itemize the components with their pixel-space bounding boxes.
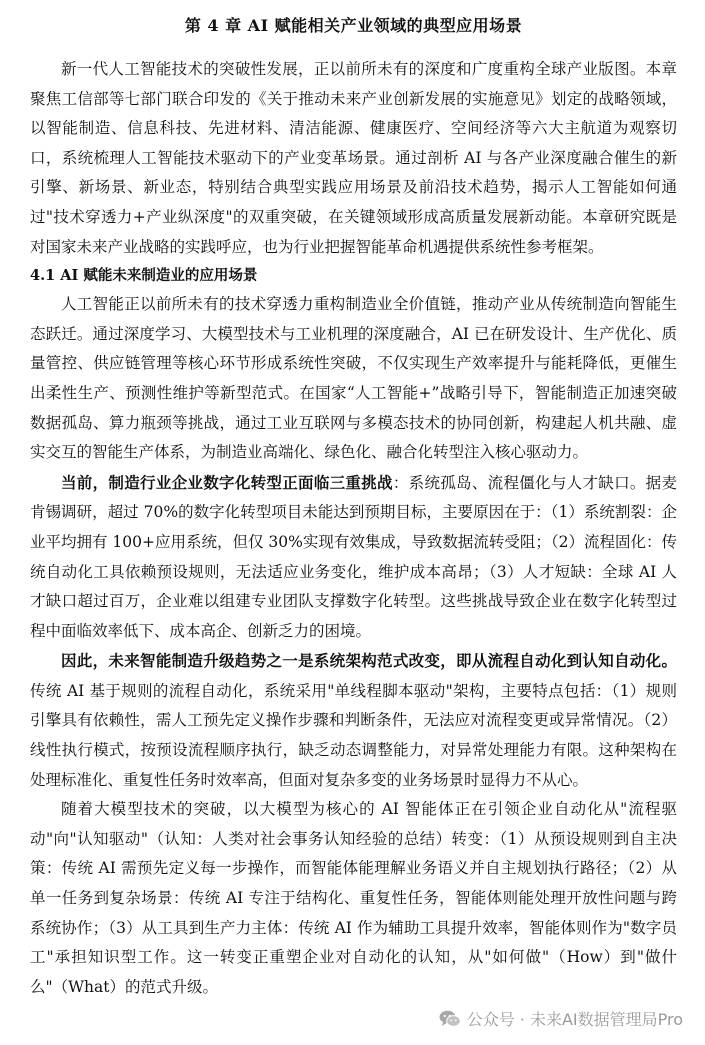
section-heading-4-1: 4.1 AI 赋能未来制造业的应用场景 xyxy=(30,267,258,285)
watermark xyxy=(439,1007,683,1030)
paragraph-lead-bold: 因此，未来智能制造升级趋势之一是系统架构范式改变，即从流程自动化到认知自动化。 xyxy=(61,651,677,671)
section-paragraph-2 xyxy=(30,468,677,647)
watermark-text: 公众号 · 未来AI数据管理局Pro xyxy=(466,1010,683,1029)
paragraph-lead-bold: 当前，制造行业企业数字化转型正面临三重挑战 xyxy=(61,472,393,492)
wechat-icon xyxy=(439,1010,461,1028)
section-paragraph-1: 人工智能正以前所未有的技术穿透力重构制造业全价值链，推动产业从传统制造向智能生态跃迁。通过深度学习、大模型技术与工业机理的深度融合，AI 已在研发设计、生产优化、质量管控、供应链管理等核心环节形成系统性突破，不仅实现生产效率提升与能耗降低，更催生出柔性生产、预测性维护等新型范式。在国家“人工智能+”战略引导下，智能制造正加速突破数据孤岛、算力瓶颈等挑战，通过工业互联网与多模态技术的协同创新，构建起人机共融、虚实交互的智能生产体系，为制造业高端化、绿色化、融合化转型注入核心驱动力。 xyxy=(30,295,677,462)
paragraph-body: ：系统孤岛、流程僵化与人才缺口。据麦肯锡调研，超过 70%的数字化转型项目未能达到预期目标，主要原因在于：（1）系统割裂：企业平均拥有 100+应用系统，但仅 30%实现有效集成，导致数据流转受阻；（2）流程固化：传统自动化工具依赖预设规则，无法适应业务变化，维护成本高昂；（3）人才短缺：全球 AI 人才缺口超过百万，企业难以组建专业团队支撑数字化转型。这些挑战导致企业在数字化转型过程中面临效率低下、成本高企、创新乏力的困境。 xyxy=(30,473,677,640)
intro-paragraph: 新一代人工智能技术的突破性发展，正以前所未有的深度和广度重构全球产业版图。本章聚焦工信部等七部门联合印发的《关于推动未来产业创新发展的实施意见》划定的战略领域，以智能制造、信息科技、先进材料、清洁能源、健康医疗、空间经济等六大主航道为观察切口，系统梳理人工智能技术驱动下的产业变革场景。通过剖析 AI 与各产业深度融合催生的新引擎、新场景、新业态，特别结合典型实践应用场景及前沿技术趋势，揭示人工智能如何通过"技术穿透力+产业纵深度"的双重突破，在关键领域形成高质量发展新动能。本章研究既是对国家未来产业战略的实践呼应，也为行业把握智能革命机遇提供系统性参考框架。 xyxy=(30,60,677,256)
paragraph-body: 传统 AI 基于规则的流程自动化，系统采用"单线程脚本驱动"架构，主要特点包括：（1）规则引擎具有依赖性，需人工预先定义操作步骤和判断条件，无法应对流程变更或异常情况。（2）线性执行模式，按预设流程顺序执行，缺乏动态调整能力，对异常处理能力有限。这种架构在处理标准化、重复性任务时效率高，但面对复杂多变的业务场景时显得力不从心。 xyxy=(30,681,677,789)
section-paragraph-4: 随着大模型技术的突破，以大模型为核心的 AI 智能体正在引领企业自动化从"流程驱动"向"认知驱动"（认知：人类对社会事务认知经验的总结）转变：（1）从预设规则到自主决策：传统 AI 需预先定义每一步操作，而智能体能理解业务语义并自主规划执行路径；（2）从单一任务到复杂场景：传统 AI 专注于结构化、重复性任务，智能体则能处理开放性问题与跨系统协作；（3）从工具到生产力主体：传统 AI 作为辅助工具提升效率，智能体则作为"数字员工"承担知识型工作。这一转变正重塑企业对自动化的认知，从"如何做"（How）到"做什么"（What）的范式升级。 xyxy=(30,800,677,996)
chapter-title: 第 4 章 AI 赋能相关产业领域的典型应用场景 xyxy=(184,16,523,35)
section-paragraph-3 xyxy=(30,646,677,795)
